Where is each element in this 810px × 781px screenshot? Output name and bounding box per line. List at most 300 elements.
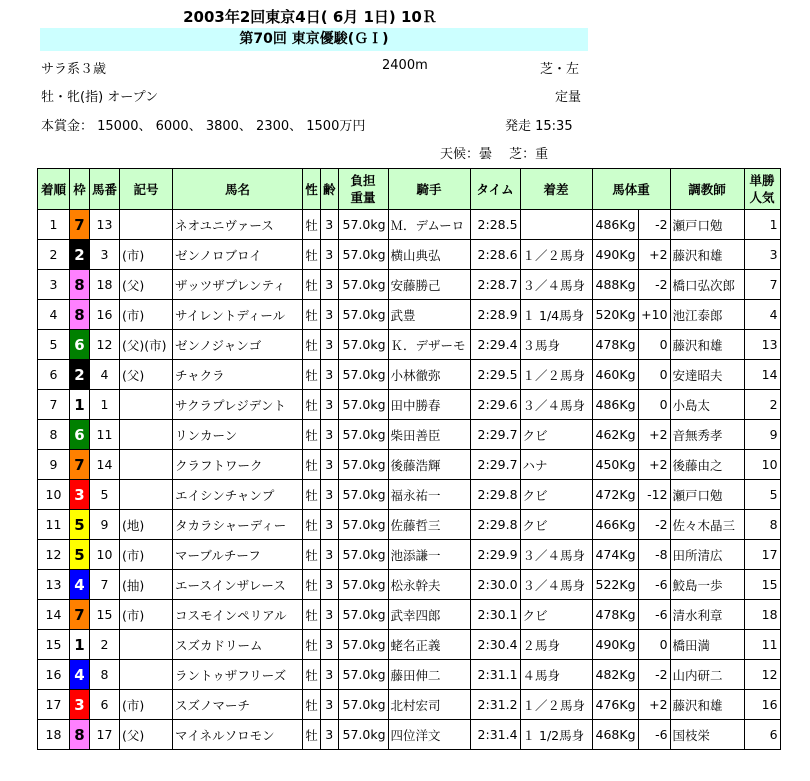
race-distance: 2400m [382,58,428,73]
time-cell: 2:29.7 [470,420,520,450]
body-weight-cell: 450Kg [592,450,638,480]
waku-cell: 7 [70,210,90,240]
time-cell: 2:30.1 [470,600,520,630]
pos-cell: 4 [38,300,70,330]
waku-cell: 7 [70,600,90,630]
body-diff-cell: -2 [638,510,670,540]
popularity-cell: 4 [744,300,780,330]
horse-number-cell: 17 [90,720,120,750]
col-jockey: 騎手 [388,169,470,210]
sex-cell: 牡 [303,600,321,630]
col-mark: 記号 [120,169,173,210]
table-row [38,300,781,330]
weight-cell: 57.0kg [338,390,388,420]
horse-number-cell: 11 [90,420,120,450]
jockey-cell: 後藤浩輝 [388,450,470,480]
mark-cell: (父) [120,360,173,390]
pos-cell: 2 [38,240,70,270]
pos-cell: 6 [38,360,70,390]
weight-cell: 57.0kg [338,690,388,720]
horse-name-cell: エイシンチャンプ [173,480,303,510]
time-cell: 2:29.8 [470,510,520,540]
age-cell: 3 [321,540,339,570]
trainer-cell: 山内研二 [670,660,744,690]
margin-cell: ハナ [520,450,592,480]
body-weight-cell: 468Kg [592,720,638,750]
mark-cell [120,480,173,510]
horse-name-cell: スズノマーチ [173,690,303,720]
body-weight-cell: 478Kg [592,600,638,630]
table-row [38,360,781,390]
mark-cell [120,630,173,660]
popularity-cell: 6 [744,720,780,750]
mark-cell: (抽) [120,570,173,600]
body-diff-cell: -2 [638,210,670,240]
jockey-cell: 田中勝春 [388,390,470,420]
age-cell: 3 [321,330,339,360]
age-cell: 3 [321,570,339,600]
horse-name-cell: ザッツザプレンティ [173,270,303,300]
weight-cell: 57.0kg [338,540,388,570]
trainer-cell: 小島太 [670,390,744,420]
sex-cell: 牡 [303,450,321,480]
horse-name-cell: クラフトワーク [173,450,303,480]
weight-cell: 57.0kg [338,450,388,480]
sex-cell: 牡 [303,210,321,240]
body-weight-cell: 476Kg [592,690,638,720]
weight-cell: 57.0kg [338,660,388,690]
popularity-cell: 17 [744,540,780,570]
table-row [38,480,781,510]
age-cell: 3 [321,510,339,540]
mark-cell [120,420,173,450]
popularity-cell: 10 [744,450,780,480]
horse-number-cell: 12 [90,330,120,360]
col-horse: 馬名 [173,169,303,210]
weight-cell: 57.0kg [338,510,388,540]
weight-cell: 57.0kg [338,570,388,600]
body-weight-cell: 490Kg [592,240,638,270]
time-cell: 2:28.6 [470,240,520,270]
popularity-cell: 2 [744,390,780,420]
trainer-cell: 橋口弘次郎 [670,270,744,300]
mark-cell: (市) [120,690,173,720]
body-weight-cell: 520Kg [592,300,638,330]
popularity-cell: 7 [744,270,780,300]
sex-cell: 牡 [303,240,321,270]
waku-cell: 8 [70,300,90,330]
horse-number-cell: 4 [90,360,120,390]
waku-cell: 1 [70,390,90,420]
mark-cell [120,210,173,240]
pos-cell: 8 [38,420,70,450]
sex-cell: 牡 [303,390,321,420]
popularity-cell: 3 [744,240,780,270]
margin-cell: クビ [520,420,592,450]
jockey-cell: 安藤勝己 [388,270,470,300]
weight-cell: 57.0kg [338,330,388,360]
pos-cell: 16 [38,660,70,690]
horse-number-cell: 5 [90,480,120,510]
horse-name-cell: コスモインペリアル [173,600,303,630]
jockey-cell: Ｍ．デムーロ [388,210,470,240]
horse-name-cell: タカラシャーディー [173,510,303,540]
weight-cell: 57.0kg [338,480,388,510]
horse-name-cell: チャクラ [173,360,303,390]
age-cell: 3 [321,300,339,330]
popularity-cell: 16 [744,690,780,720]
waku-cell: 1 [70,630,90,660]
table-row [38,720,781,750]
trainer-cell: 藤沢和雄 [670,690,744,720]
jockey-cell: 蛯名正義 [388,630,470,660]
time-cell: 2:29.9 [470,540,520,570]
horse-number-cell: 14 [90,450,120,480]
age-cell: 3 [321,690,339,720]
time-cell: 2:29.8 [470,480,520,510]
horse-name-cell: マイネルソロモン [173,720,303,750]
waku-cell: 3 [70,480,90,510]
horse-name-cell: ゼンノジャンゴ [173,330,303,360]
weight-cell: 57.0kg [338,360,388,390]
body-diff-cell: +2 [638,690,670,720]
body-weight-cell: 466Kg [592,510,638,540]
trainer-cell: 橋田満 [670,630,744,660]
waku-cell: 4 [70,660,90,690]
jockey-cell: 小林徹弥 [388,360,470,390]
margin-cell: ３／４馬身 [520,390,592,420]
body-weight-cell: 488Kg [592,270,638,300]
race-name-banner: 第70回 東京優駿(ＧＩ) [40,28,588,51]
col-waku: 枠 [70,169,90,210]
body-diff-cell: -8 [638,540,670,570]
body-weight-cell: 478Kg [592,330,638,360]
mark-cell: (市) [120,540,173,570]
sex-cell: 牡 [303,630,321,660]
col-time: タイム [470,169,520,210]
time-cell: 2:29.7 [470,450,520,480]
mark-cell [120,660,173,690]
weight-rule: 定量 [555,90,582,105]
table-row [38,210,781,240]
pos-cell: 1 [38,210,70,240]
margin-cell: クビ [520,510,592,540]
popularity-cell: 1 [744,210,780,240]
table-row [38,450,781,480]
body-diff-cell: -6 [638,570,670,600]
table-row [38,540,781,570]
mark-cell: (父) [120,270,173,300]
horse-name-cell: ネオユニヴァース [173,210,303,240]
popularity-cell: 8 [744,510,780,540]
body-weight-cell: 462Kg [592,420,638,450]
margin-cell [520,210,592,240]
horse-name-cell: サクラプレジデント [173,390,303,420]
mark-cell: (地) [120,510,173,540]
margin-cell: ２馬身 [520,630,592,660]
body-diff-cell: 0 [638,360,670,390]
age-cell: 3 [321,720,339,750]
age-cell: 3 [321,270,339,300]
trainer-cell: 音無秀孝 [670,420,744,450]
body-diff-cell: -12 [638,480,670,510]
horse-number-cell: 9 [90,510,120,540]
time-cell: 2:30.0 [470,570,520,600]
weight-cell: 57.0kg [338,600,388,630]
jockey-cell: 佐藤哲三 [388,510,470,540]
sex-cell: 牡 [303,330,321,360]
jockey-cell: 四位洋文 [388,720,470,750]
body-diff-cell: -6 [638,720,670,750]
trainer-cell: 瀬戸口勉 [670,480,744,510]
trainer-cell: 田所清広 [670,540,744,570]
time-cell: 2:30.4 [470,630,520,660]
results-table [37,168,781,750]
mark-cell: (父)(市) [120,330,173,360]
time-cell: 2:29.5 [470,360,520,390]
pos-cell: 14 [38,600,70,630]
weight-cell: 57.0kg [338,270,388,300]
table-row [38,630,781,660]
col-pop: 単勝 人気 [744,169,780,210]
popularity-cell: 12 [744,660,780,690]
table-row [38,420,781,450]
margin-cell: １ 1/4馬身 [520,300,592,330]
age-cell: 3 [321,240,339,270]
sex-cell: 牡 [303,540,321,570]
time-cell: 2:29.4 [470,330,520,360]
mark-cell: (市) [120,300,173,330]
time-cell: 2:31.1 [470,660,520,690]
horse-name-cell: マーブルチーフ [173,540,303,570]
body-diff-cell: +2 [638,450,670,480]
col-body: 馬体重 [592,169,670,210]
body-weight-cell: 472Kg [592,480,638,510]
jockey-cell: 藤田伸二 [388,660,470,690]
margin-cell: ３／４馬身 [520,270,592,300]
trainer-cell: 藤沢和雄 [670,330,744,360]
weight-cell: 57.0kg [338,420,388,450]
time-cell: 2:28.7 [470,270,520,300]
popularity-cell: 13 [744,330,780,360]
trainer-cell: 藤沢和雄 [670,240,744,270]
table-row [38,390,781,420]
horse-number-cell: 6 [90,690,120,720]
sex-cell: 牡 [303,510,321,540]
time-cell: 2:31.4 [470,720,520,750]
horse-number-cell: 1 [90,390,120,420]
waku-cell: 3 [70,690,90,720]
weight-cell: 57.0kg [338,240,388,270]
horse-name-cell: ゼンノロブロイ [173,240,303,270]
popularity-cell: 15 [744,570,780,600]
table-row [38,240,781,270]
trainer-cell: 清水利章 [670,600,744,630]
popularity-cell: 5 [744,480,780,510]
pos-cell: 13 [38,570,70,600]
popularity-cell: 11 [744,630,780,660]
horse-number-cell: 7 [90,570,120,600]
trainer-cell: 瀬戸口勉 [670,210,744,240]
popularity-cell: 9 [744,420,780,450]
pos-cell: 9 [38,450,70,480]
weight-cell: 57.0kg [338,720,388,750]
sex-cell: 牡 [303,660,321,690]
jockey-cell: 柴田善臣 [388,420,470,450]
age-cell: 3 [321,450,339,480]
sex-cell: 牡 [303,570,321,600]
pos-cell: 5 [38,330,70,360]
body-diff-cell: 0 [638,630,670,660]
sex-cell: 牡 [303,300,321,330]
body-weight-cell: 474Kg [592,540,638,570]
mark-cell [120,390,173,420]
col-sex: 性 [303,169,321,210]
margin-cell: ３／４馬身 [520,540,592,570]
horse-name-cell: ラントゥザフリーズ [173,660,303,690]
body-diff-cell: -2 [638,660,670,690]
trainer-cell: 国枝栄 [670,720,744,750]
margin-cell: １／２馬身 [520,360,592,390]
pos-cell: 10 [38,480,70,510]
margin-cell: ４馬身 [520,660,592,690]
body-diff-cell: +2 [638,420,670,450]
body-diff-cell: -6 [638,600,670,630]
sex-cell: 牡 [303,720,321,750]
age-cell: 3 [321,630,339,660]
col-margin: 着差 [520,169,592,210]
table-row [38,600,781,630]
trainer-cell: 安達昭夫 [670,360,744,390]
waku-cell: 5 [70,540,90,570]
age-cell: 3 [321,600,339,630]
trainer-cell: 鮫島一歩 [670,570,744,600]
weight-cell: 57.0kg [338,630,388,660]
horse-number-cell: 10 [90,540,120,570]
jockey-cell: Ｋ．デザーモ [388,330,470,360]
weight-cell: 57.0kg [338,210,388,240]
age-cell: 3 [321,660,339,690]
pos-cell: 17 [38,690,70,720]
trainer-cell: 後藤由之 [670,450,744,480]
margin-cell: １ 1/2馬身 [520,720,592,750]
horse-number-cell: 15 [90,600,120,630]
waku-cell: 7 [70,450,90,480]
time-cell: 2:28.5 [470,210,520,240]
age-cell: 3 [321,480,339,510]
margin-cell: １／２馬身 [520,690,592,720]
weather-track: 天候：曇 芝：重 [440,147,549,162]
horse-name-cell: リンカーン [173,420,303,450]
race-class: サラ系３歳 [41,62,107,77]
horse-number-cell: 16 [90,300,120,330]
horse-name-cell: エースインザレース [173,570,303,600]
horse-number-cell: 2 [90,630,120,660]
table-header-row [38,169,781,210]
sex-cell: 牡 [303,270,321,300]
age-cell: 3 [321,420,339,450]
body-weight-cell: 486Kg [592,210,638,240]
jockey-cell: 北村宏司 [388,690,470,720]
jockey-cell: 池添謙一 [388,540,470,570]
waku-cell: 6 [70,420,90,450]
pos-cell: 18 [38,720,70,750]
body-diff-cell: -2 [638,270,670,300]
mark-cell: (市) [120,600,173,630]
race-condition: 牡・牝(指) オープン [41,90,159,105]
body-weight-cell: 490Kg [592,630,638,660]
horse-number-cell: 13 [90,210,120,240]
waku-cell: 6 [70,330,90,360]
col-num: 馬番 [90,169,120,210]
pos-cell: 15 [38,630,70,660]
horse-number-cell: 18 [90,270,120,300]
mark-cell [120,450,173,480]
col-age: 齢 [321,169,339,210]
horse-name-cell: サイレントディール [173,300,303,330]
jockey-cell: 福永祐一 [388,480,470,510]
body-weight-cell: 486Kg [592,390,638,420]
mark-cell: (父) [120,720,173,750]
sex-cell: 牡 [303,690,321,720]
post-time: 発走 15:35 [505,119,573,134]
jockey-cell: 武幸四郎 [388,600,470,630]
sex-cell: 牡 [303,360,321,390]
pos-cell: 3 [38,270,70,300]
trainer-cell: 佐々木晶三 [670,510,744,540]
table-row [38,660,781,690]
age-cell: 3 [321,210,339,240]
margin-cell: ３／４馬身 [520,570,592,600]
prize-money: 本賞金： 15000、 6000、 3800、 2300、 1500万円 [41,119,366,134]
table-row [38,570,781,600]
age-cell: 3 [321,390,339,420]
body-diff-cell: +2 [638,240,670,270]
margin-cell: クビ [520,480,592,510]
time-cell: 2:31.2 [470,690,520,720]
waku-cell: 2 [70,360,90,390]
time-cell: 2:28.9 [470,300,520,330]
body-weight-cell: 522Kg [592,570,638,600]
col-pos: 着順 [38,169,70,210]
jockey-cell: 横山典弘 [388,240,470,270]
pos-cell: 7 [38,390,70,420]
sex-cell: 牡 [303,480,321,510]
table-row [38,690,781,720]
horse-number-cell: 8 [90,660,120,690]
col-trainer: 調教師 [670,169,744,210]
sex-cell: 牡 [303,420,321,450]
pos-cell: 11 [38,510,70,540]
table-row [38,270,781,300]
results-body [38,210,781,750]
time-cell: 2:29.6 [470,390,520,420]
horse-name-cell: スズカドリーム [173,630,303,660]
margin-cell: ３馬身 [520,330,592,360]
margin-cell: クビ [520,600,592,630]
body-diff-cell: +10 [638,300,670,330]
page-title: 2003年2回東京4日( 6月 1日) 10Ｒ [183,8,437,26]
race-course: 芝・左 [540,62,580,77]
age-cell: 3 [321,360,339,390]
waku-cell: 8 [70,270,90,300]
trainer-cell: 池江泰郎 [670,300,744,330]
table-row [38,510,781,540]
body-diff-cell: 0 [638,390,670,420]
jockey-cell: 武豊 [388,300,470,330]
margin-cell: １／２馬身 [520,240,592,270]
body-weight-cell: 482Kg [592,660,638,690]
